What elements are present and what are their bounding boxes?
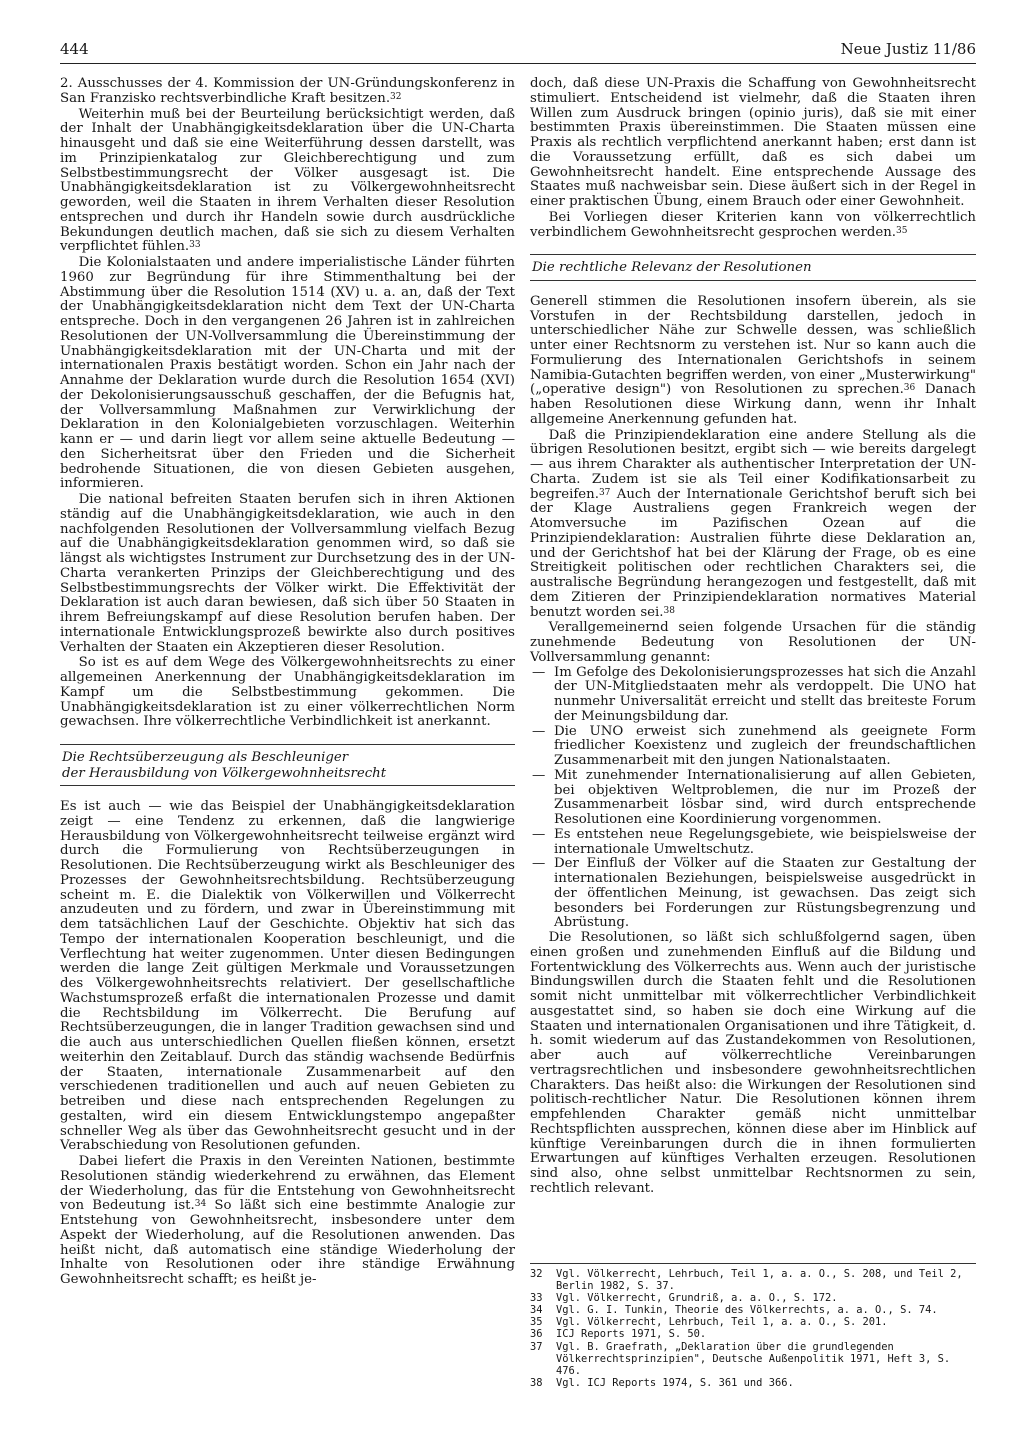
paragraph: Die Kolonialstaaten und andere imperialistische Länder führten 1960 zur Begründung für ihre Stimmenthaltung bei der Abstimmung über die Resolution 1514 (XV) u. a. an, daß der Text der Unabhängigkeitsdeklaration nicht dem Text der UN-Charta entspreche. Doch in den vergangenen 26 Jahren ist in zahlreichen Resolutionen der UN-Vollversammlung die Übereinstimmung der Unabhängigkeitsdeklaration mit der UN-Charta und mit der internationalen Praxis bestätigt worden. Schon ein Jahr nach der Annahme der Deklaration wurde durch die Resolution 1654 (XVI) der Dekolonisierungsausschuß geschaffen, der die Befugnis hat, der Vollversammlung Maßnahmen zur Verwirklichung der Deklaration in den Kolonialgebieten vorzuschlagen. Weiterhin kann er — und darin liegt vor allem seine aktuelle Bedeutung — den Sicherheitsrat über den Frieden und die Sicherheit bedrohende Situationen, die von diesen Gebieten ausgehen, informieren. [60,255,515,492]
footnote [530,1377,976,1389]
paragraph [530,429,976,621]
paragraph: Die Resolutionen, so läßt sich schlußfolgernd sagen, üben einen großen und zunehmenden Einfluß auf die Bildung und Fortentwicklung des Völkerrechts aus. Wenn auch der juristische Bindungswillen durch die Staaten fehlt und die Resolutionen somit nicht unmittelbar mit völkerrechtlicher Verbindlichkeit ausgestattet sind, so haben sie doch eine Wirkung auf die Staaten und internationalen Organisationen und ihre Tätigkeit, d. h. somit wiederum auf das Zustandekommen von Resolutionen, aber auch auf völkerrechtliche Vereinbarungen vertragsrechtlichen und insbesondere gewohnheitsrechtlichen Charakters. Das heißt also: die Wirkungen der Resolutionen sind politisch-rechtlicher Natur. Die Resolutionen können ihrem empfehlenden Charakter gemäß nicht unmittelbar Rechtspflichten aussprechen, können diese aber im Hinblick auf künftige Vereinbarungen durch die in ihnen formulierten Erwartungen auf künftiges Verhalten erzeugen. Resolutionen sind also, ohne selbst unmittelbar Rechtsnormen zu sein, rechtlich relevant. [530,930,976,1196]
list-item-text: Die UNO erweist sich zunehmend als geeignete Form friedlicher Koexistenz und zugleich der freundschaftlichen Zusammenarbeit mit den jungen Nationalstaaten. [554,723,976,768]
footnote-number: 34 [530,1304,543,1317]
left-column [60,77,515,1288]
footnote-ref: 35 [896,225,908,236]
list-dash: — [532,664,546,680]
paragraph [530,295,976,428]
list-dash: — [532,723,546,739]
footnote-text: Vgl. Völkerrecht, Lehrbuch, Teil 1, a. a. O., S. 201. [556,1316,888,1329]
footnote-number: 32 [530,1268,543,1280]
header-rule [60,63,976,64]
footnote [530,1316,976,1328]
footnote-number: 35 [530,1316,543,1329]
footnote-ref: 37 [598,487,611,498]
list-dash: — [532,856,546,872]
cause-list [530,666,976,932]
footnote-number: 37 [530,1340,543,1353]
paragraph-text: 2. Ausschusses der 4. Kommission der UN-Gründungskonferenz in San Franzisko rechtsverbindliche Kraft besitzen. [60,76,515,106]
paragraph [60,77,515,107]
paragraph-text: Daß die Prinzipiendeklaration eine andere Stellung als die übrigen Resolutionen besitzt, ergibt sich — wie bereits dargelegt — aus ihrem Charakter als authentischer Interpretation der UN-Charta. Zudem ist sie als Teil einer Kodifikationsarbeit zu begreifen. [530,427,976,502]
section-heading [530,254,976,281]
paragraph-text: Weiterhin muß bei der Beurteilung berücksichtigt werden, daß der Inhalt der Unabhängigkeitsdeklaration über die UN-Charta hinausgeht und daß sie eine Weiterführung dessen darstellt, was im Prinzipienkatalog zur Gleichberechtigung und zum Selbstbestimmungsrecht der Völker ausgesagt ist. Die Unabhängigkeitsdeklaration ist zu Völkergewohnheitsrecht geworden, weil die Staaten in ihrem Verhalten dieser Resolution entsprechen und durch ihr Handeln sowie durch ausdrückliche Bekundungen deutlich machen, daß sie sich zu diesem Verhalten verpflichtet fühlen. [60,106,515,255]
footnote [530,1268,976,1292]
list-dash: — [532,826,546,842]
footnote-ref: 33 [189,240,201,251]
list-item [530,725,976,769]
list-item-text: Es entstehen neue Regelungsgebiete, wie beispielsweise der internationale Umweltschutz. [554,826,976,857]
page-header [60,40,976,62]
paragraph: Verallgemeinernd seien folgende Ursachen für die ständig zunehmende Bedeutung von Resolutionen der UN-Vollversammlung genannt: [530,620,976,665]
list-item [530,666,976,725]
footnote-ref: 36 [903,383,916,394]
paragraph [60,108,515,256]
footnote-ref: 32 [390,91,402,102]
footnote [530,1341,976,1377]
footnote-ref: 34 [194,1199,207,1210]
list-item [530,857,976,931]
footnote-number: 33 [530,1292,543,1305]
paragraph-text: Auch der Internationale Gerichtshof beruft sich bei der Klage Australiens gegen Frankreich wegen der Atomversuche im Pazifischen Ozean auf die Prinzipiendeklaration: Australien führte diese Deklaration an, und der Gerichtshof hat bei der Klärung der Frage, ob es eine Streitigkeit politischen oder rechtlichen Charakters sei, die australische Begründung herangezogen und festgestellt, daß mit dem Zitieren der Prinzipiendeklaration normatives Material benutzt worden sei. [530,486,976,620]
section-heading-line: Die Rechtsüberzeugung als Beschleuniger [62,750,349,765]
footnote-number: 36 [530,1328,543,1341]
footnote-text: Vgl. Völkerrecht, Grundriß, a. a. O., S. 172. [556,1292,838,1305]
footnote [530,1304,976,1316]
footnote [530,1328,976,1340]
journal-title: Neue Justiz 11/86 [840,40,976,58]
paragraph: Es ist auch — wie das Beispiel der Unabhängigkeitsdeklaration zeigt — eine Tendenz zu erkennen, daß die langwierige Herausbildung von Völkergewohnheitsrecht teilweise ergänzt wird durch die Formulierung von Rechtsüberzeugungen in Resolutionen. Die Rechtsüberzeugung wirkt als Beschleuniger des Prozesses der Gewohnheitsrechtsbildung. Rechtsüberzeugung scheint m. E. die Dialektik von Völkerwillen und Völkerrecht anzudeuten und zu fördern, und zwar in Übereinstimmung mit dem tatsächlichen Lauf der Geschichte. Objektiv hat sich das Tempo der internationalen Kooperation beschleunigt, und die Verflechtung hat weiter zugenommen. Unter diesen Bedingungen werden die lange Zeit gültigen Merkmale und Voraussetzungen des Völkergewohnheitsrechts relativiert. Der gesellschaftliche Wachstumsprozeß erfaßt die internationalen Prozesse und damit die Rechtsbildung im Völkerrecht. Die Berufung auf Rechtsüberzeugungen, die in langer Tradition gewachsen sind und die auch aus unterschiedlichen Quellen fließen können, ersetzt weiterhin den Zeitablauf. Durch das ständig wachsende Bedürfnis der Staaten, internationale Zusammenarbeit auf den verschiedenen traditionellen und auch auf neuen Gebieten zu betreiben und diese nach entsprechenden Regelungen zu gestalten, wird ein diesem Entwicklungstempo angepaßter schneller Weg als über das Gewohnheitsrecht gesucht und in der Verabschiedung von Resolutionen gefunden. [60,799,515,1154]
paragraph-text: Danach haben Resolutionen diese Wirkung dann, wenn ihr Inhalt allgemeine Anerkennung gefunden hat. [530,382,976,427]
footnote-text: Vgl. ICJ Reports 1974, S. 361 und 366. [556,1376,794,1389]
paragraph-text: Bei Vorliegen dieser Kriterien kann von völkerrechtlich verbindlichem Gewohnheitsrecht gesprochen werden. [530,209,976,240]
list-item-text: Mit zunehmender Internationalisierung auf allen Gebieten, bei objektiven Weltproblemen, die nur im Prozeß der Zusammenarbeit lösbar sind, wird durch entsprechende Resolutionen eine Koordinierung vorgenommen. [554,767,976,827]
footnote-rule [530,1263,976,1264]
section-heading-line: der Herausbildung von Völkergewohnheitsrecht [62,765,387,781]
list-dash: — [532,767,546,783]
paragraph-text: Generell stimmen die Resolutionen insofern überein, als sie Vorstufen in der Rechtsbildung darstellen, jedoch in unterschiedlicher Nähe zur Schwelle dessen, was schließlich unter einer Rechtsnorm zu verstehen ist. Nur so kann auch die Formulierung des Internationalen Gerichtshofs in seinem Namibia-Gutachten begriffen werden, von einer „Musterwirkung" („operative design") von Resolutionen zu sprechen. [530,293,976,398]
footnote-text: Vgl. B. Graefrath, „Deklaration über die grundlegenden Völkerrechtsprinzipien", Deutsche Außenpolitik 1971, Heft 3, S. 476. [556,1340,951,1377]
footnote-text: Vgl. Völkerrecht, Lehrbuch, Teil 1, a. a. O., S. 208, und Teil 2, Berlin 1982, S. 37. [556,1268,963,1293]
footnote-ref: 38 [663,605,675,616]
section-heading [60,744,515,786]
paragraph [530,211,976,241]
paragraph [60,1155,515,1288]
list-item-text: Der Einfluß der Völker auf die Staaten zur Gestaltung der internationalen Beziehungen, beispielsweise ausgedrückt in der öffentlichen Meinung, ist gewachsen. Das zeigt sich besonders bei Forderungen zur Rüstungsbegrenzung und Abrüstung. [554,856,976,931]
footnote-text: ICJ Reports 1971, S. 50. [556,1328,707,1341]
footnote-number: 38 [530,1376,543,1389]
list-item [530,828,976,858]
footnote-text: Vgl. G. I. Tunkin, Theorie des Völkerrechts, a. a. O., S. 74. [556,1304,938,1317]
paragraph: So ist es auf dem Wege des Völkergewohnheitsrechts zu einer allgemeinen Anerkennung der Unabhängigkeitsdeklaration im Kampf um die Selbstbestimmung gekommen. Die Unabhängigkeitsdeklaration ist zu einer völkerrechtlichen Norm gewachsen. Ihre völkerrechtliche Verbindlichkeit ist anerkannt. [60,655,515,730]
paragraph-text: So läßt sich eine bestimmte Analogie zur Entstehung von Gewohnheitsrecht, insbesondere unter dem Aspekt der Wiederholung, auf die Resolutionen anwenden. Das heißt nicht, daß automatisch eine ständige Wiederholung der Inhalte von Resolutionen oder ihre ständige Erwähnung Gewohnheitsrecht schafft; es heißt je- [60,1198,516,1287]
list-item-text: Im Gefolge des Dekolonisierungsprozesses hat sich die Anzahl der UN-Mitgliedstaaten mehr als verdoppelt. Die UNO hat nunmehr Universalität erreicht und stellt das breiteste Forum der Meinungsbildung dar. [554,664,976,724]
right-column [530,77,976,1197]
paragraph: Die national befreiten Staaten berufen sich in ihren Aktionen ständig auf die Unabhängigkeitsdeklaration, wie auch in den nachfolgenden Resolutionen der Vollversammlung vielfach Bezug auf die Unabhängigkeitsdeklaration genommen wird, so daß sie längst als wichtigstes Instrument zur Durchsetzung des in der UN-Charta verankerten Prinzips der Gleichberechtigung und des Selbstbestimmungsrechts der Völker wirkt. Die Effektivität der Deklaration ist auch daran bewiesen, daß sich über 50 Staaten in ihrem Befreiungskampf auf diese Resolution berufen haben. Der internationale Entwicklungsprozeß bewirkte also durch positives Verhalten der Staaten ein Akzeptieren dieser Resolution. [60,492,515,655]
list-item [530,769,976,828]
page-number: 444 [60,40,89,58]
section-heading-line: Die rechtliche Relevanz der Resolutionen [532,260,812,276]
paragraph: doch, daß diese UN-Praxis die Schaffung von Gewohnheitsrecht stimuliert. Entscheidend ist vielmehr, daß die Staaten ihren Willen zum Ausdruck bringen (opinio juris), daß sie mit einer bestimmten Praxis übereinstimmen. Die Staaten müssen eine Praxis als rechtlich verpflichtend anerkannt haben; erst dann ist die Voraussetzung erfüllt, daß es sich dabei um Gewohnheitsrecht handelt. Eine entsprechende Aussage des Staates muß nachweisbar sein. Diese äußert sich in der Regel in einer praktischen Übung, einem Brauch oder einer Gewohnheit. [530,76,976,209]
footnotes [530,1263,976,1389]
paragraph-text: Dabei liefert die Praxis in den Vereinten Nationen, bestimmte Resolutionen ständig wiederkehrend zu erwähnen, das Element der Wiederholung, das für die Entstehung von Gewohnheitsrecht von Bedeutung ist. [60,1154,515,1214]
footnote [530,1292,976,1304]
